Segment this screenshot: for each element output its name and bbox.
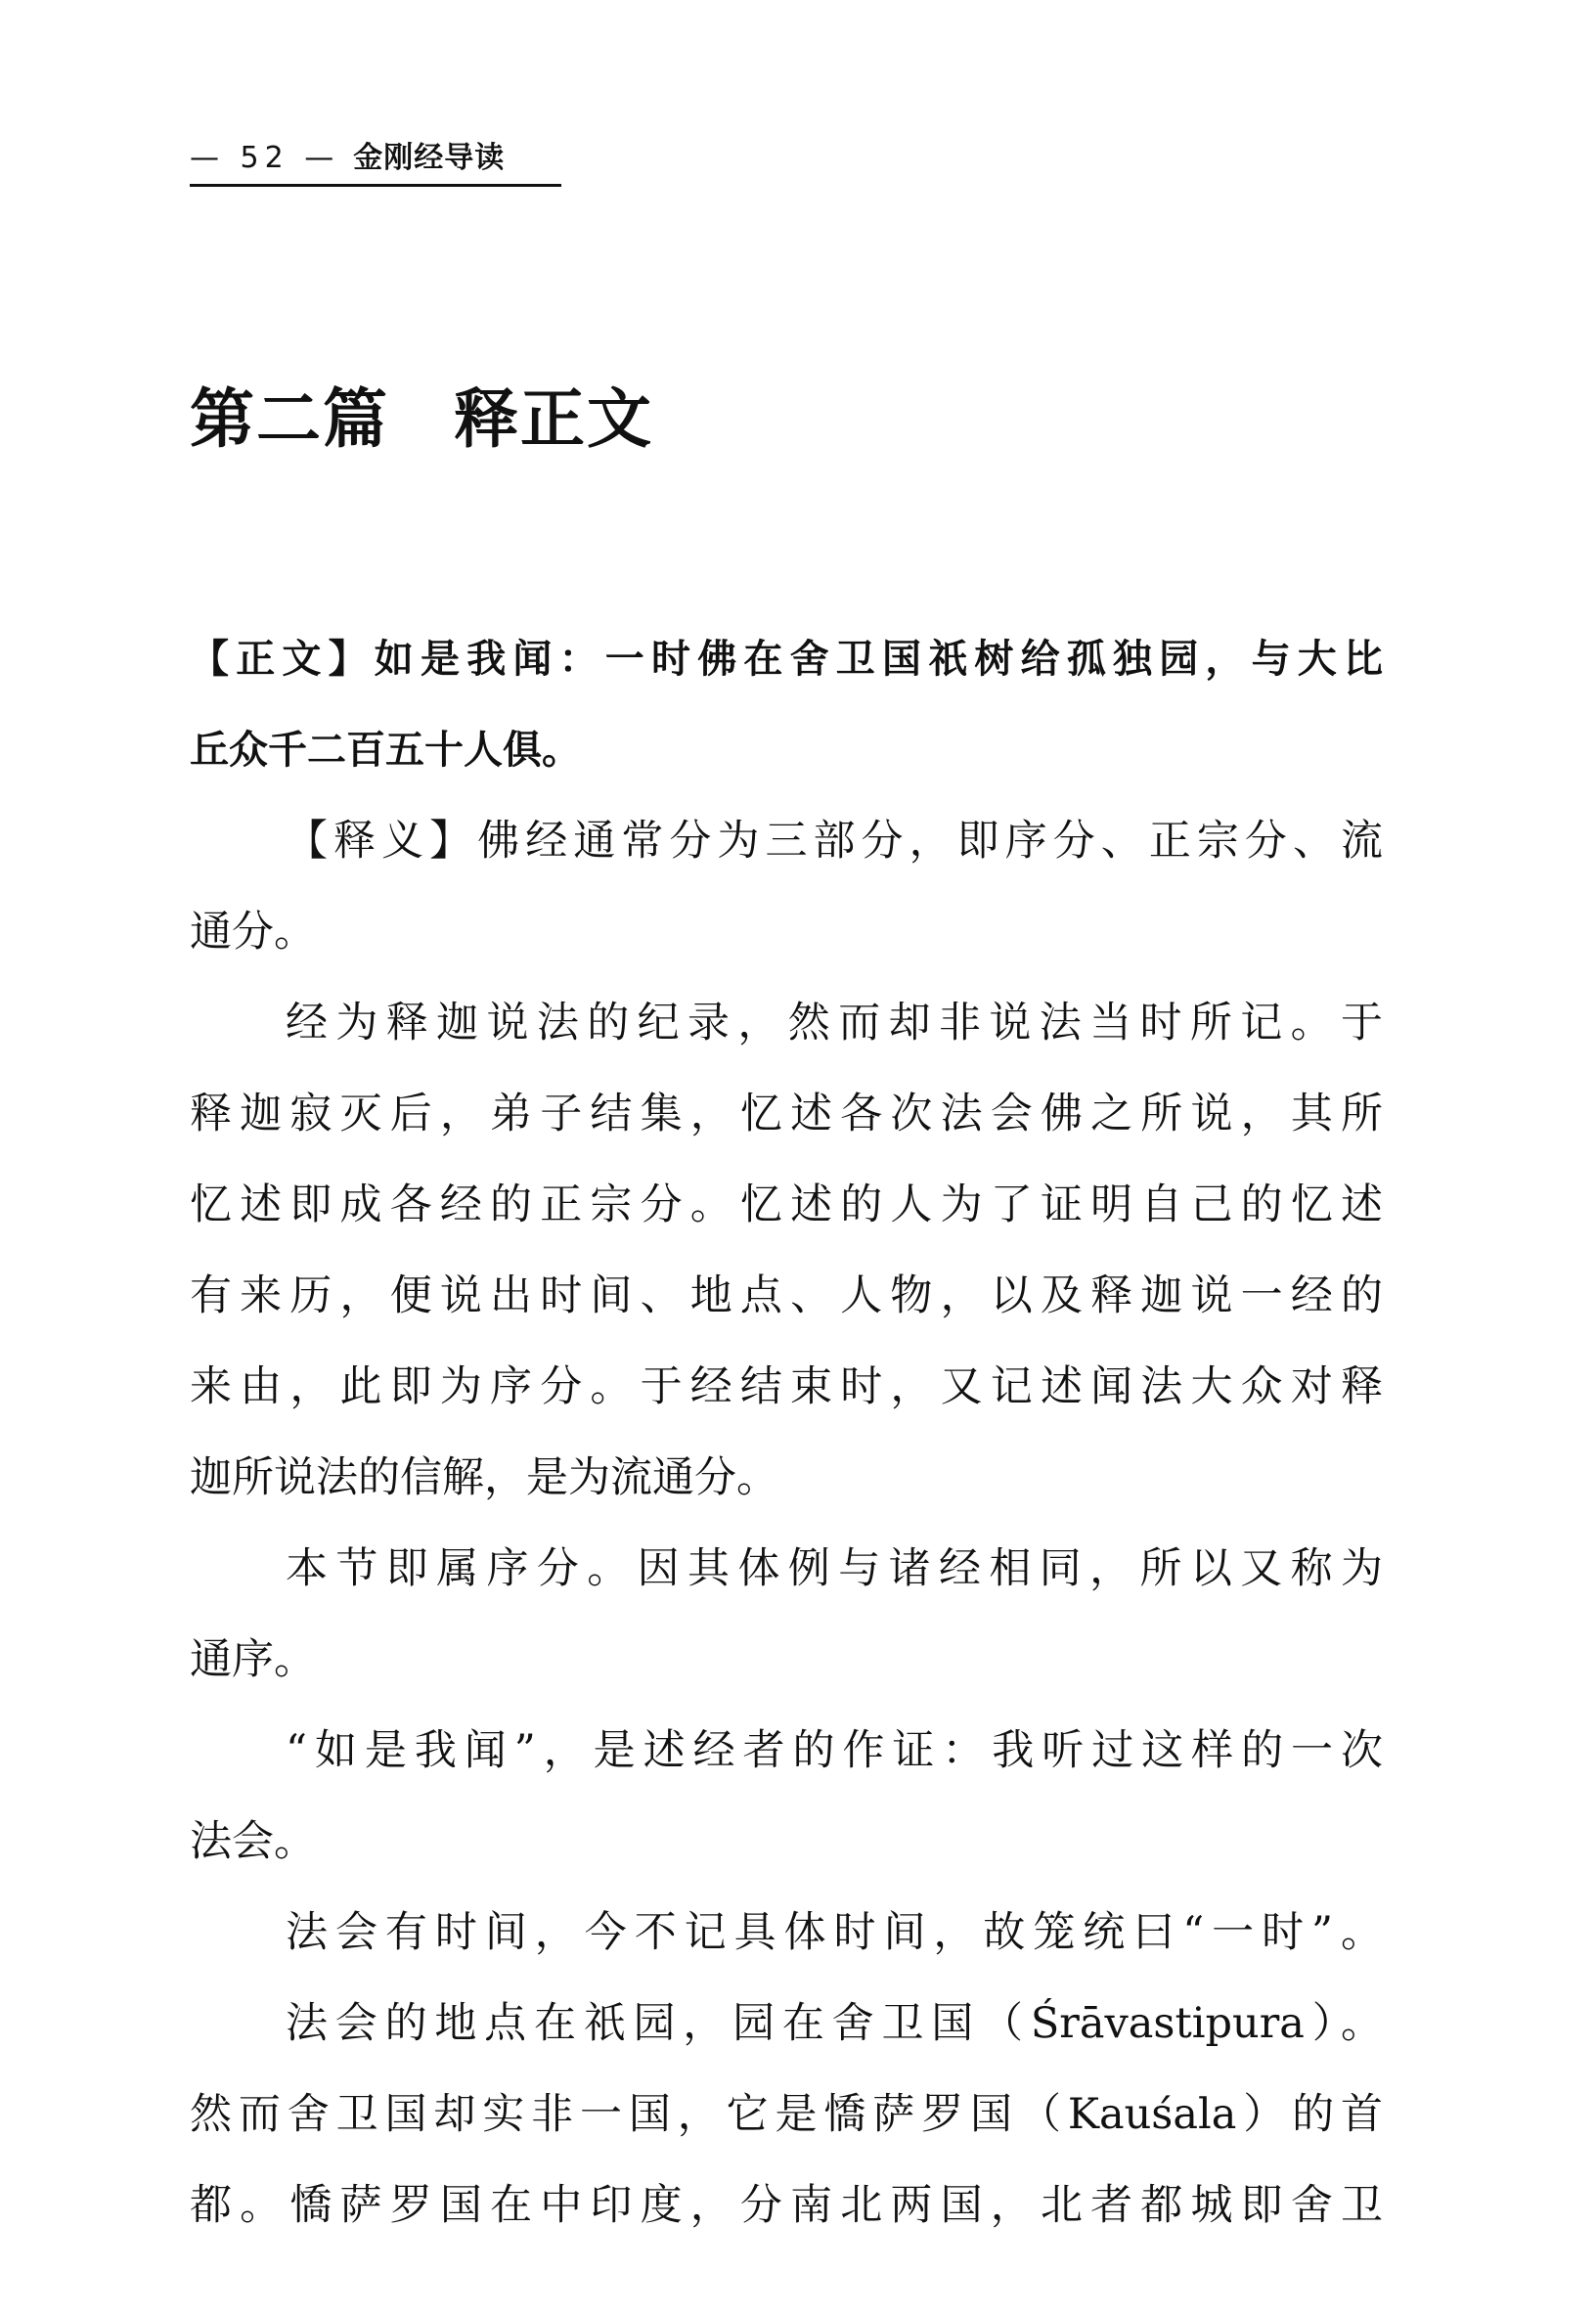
chapter-part: 第二篇 [190, 380, 389, 457]
chapter-name: 释正文 [454, 380, 653, 457]
text-line: 本节即属序分。因其体例与诸经相同，所以又称为 [286, 1544, 1383, 1593]
text-line: “如是我闻”，是述经者的作证：我听过这样的一次 [286, 1726, 1383, 1775]
text-line: 然而舍卫国却实非一国，它是憍萨罗国（Kauśala）的首 [190, 2090, 1383, 2139]
book-title: 金刚经导读 [353, 141, 506, 175]
text-line: 法会有时间，今不记具体时间，故笼统曰“一时”。 [286, 1908, 1383, 1957]
text-line: 【正文】如是我闻：一时佛在舍卫国祇树给孤独园，与大比 [190, 637, 1383, 682]
text-line: 经为释迦说法的纪录，然而却非说法当时所记。于 [286, 999, 1383, 1047]
body-text [190, 614, 1383, 2251]
text-line: 迦所说法的信解，是为流通分。 [190, 1453, 778, 1502]
text-line: 【释义】佛经通常分为三部分，即序分、正宗分、流 [286, 817, 1383, 866]
text-line: 释迦寂灭后，弟子结集，忆述各次法会佛之所说，其所 [190, 1090, 1383, 1138]
page-number: — 52 — [190, 141, 340, 175]
text-line: 通序。 [190, 1635, 316, 1684]
text-line: 来由，此即为序分。于经结束时，又记述闻法大众对释 [190, 1362, 1383, 1411]
text-line: 有来历，便说出时间、地点、人物，以及释迦说一经的 [190, 1271, 1383, 1320]
text-line: 丘众千二百五十人俱。 [190, 728, 581, 773]
chapter-title [190, 379, 653, 458]
text-line: 法会的地点在祇园，园在舍卫国（Śrāvastipura）。 [286, 1999, 1383, 2048]
running-header [190, 139, 561, 187]
text-line: 都。憍萨罗国在中印度，分南北两国，北者都城即舍卫 [190, 2181, 1383, 2230]
text-line: 法会。 [190, 1817, 316, 1866]
text-line: 忆述即成各经的正宗分。忆述的人为了证明自己的忆述 [190, 1180, 1383, 1229]
text-line: 通分。 [190, 908, 316, 957]
